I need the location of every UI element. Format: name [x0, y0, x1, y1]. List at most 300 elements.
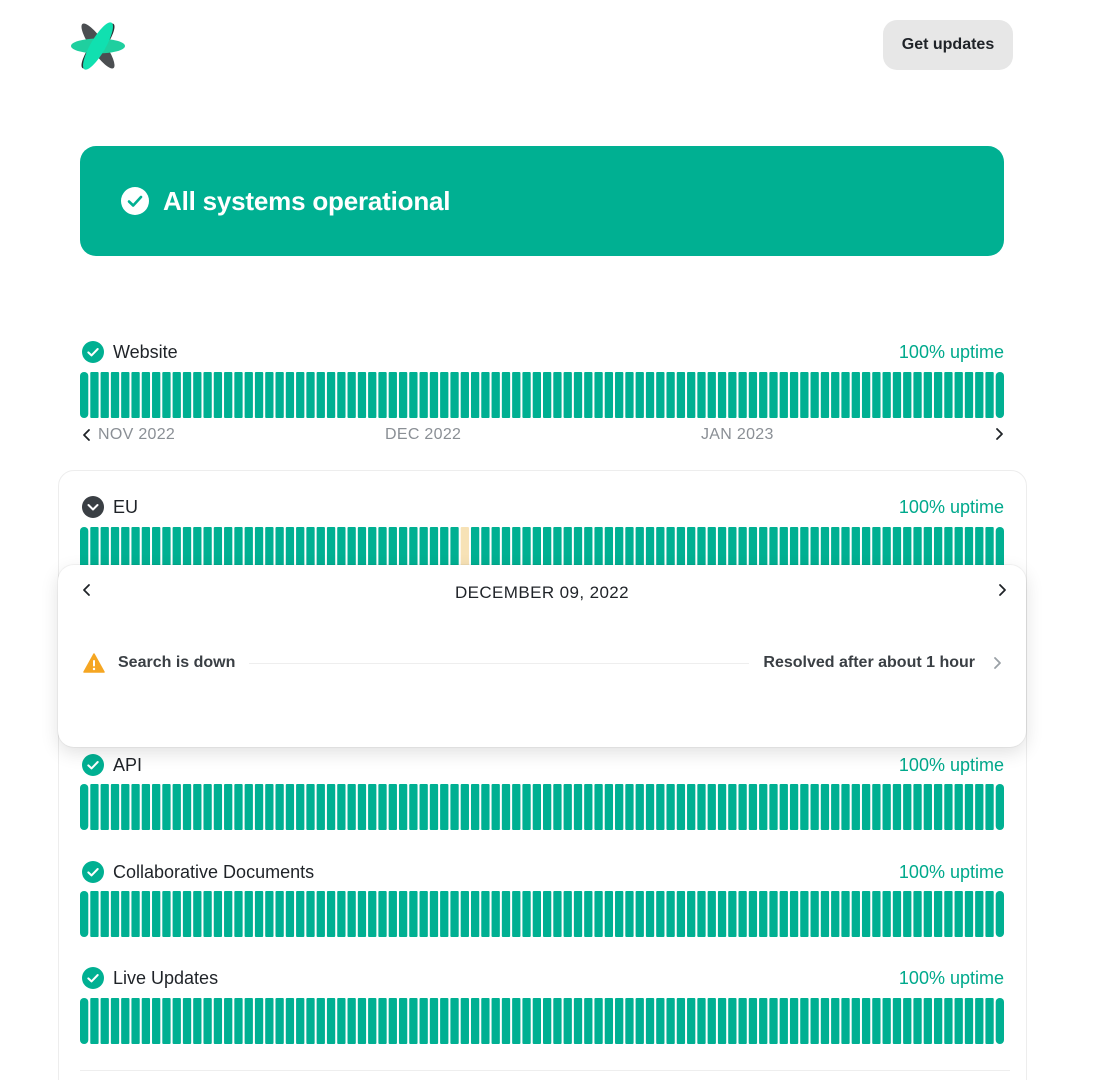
uptime-day[interactable] — [728, 372, 736, 418]
uptime-day[interactable] — [337, 998, 345, 1044]
uptime-day[interactable] — [389, 891, 397, 937]
uptime-day[interactable] — [656, 998, 664, 1044]
uptime-day[interactable] — [872, 998, 880, 1044]
uptime-day[interactable] — [708, 998, 716, 1044]
uptime-day[interactable] — [142, 998, 150, 1044]
uptime-day[interactable] — [80, 372, 88, 418]
uptime-bar-collaborative-documents[interactable] — [80, 891, 1004, 937]
uptime-day[interactable] — [934, 372, 942, 418]
uptime-day[interactable] — [183, 998, 191, 1044]
uptime-day[interactable] — [399, 784, 407, 830]
uptime-day[interactable] — [162, 891, 170, 937]
uptime-day[interactable] — [430, 784, 438, 830]
chevron-right-icon[interactable] — [995, 583, 1009, 597]
uptime-day[interactable] — [399, 998, 407, 1044]
uptime-day[interactable] — [811, 891, 819, 937]
uptime-day[interactable] — [656, 891, 664, 937]
uptime-day[interactable] — [286, 998, 294, 1044]
uptime-day[interactable] — [677, 891, 685, 937]
uptime-day[interactable] — [605, 998, 613, 1044]
uptime-day[interactable] — [461, 891, 469, 937]
uptime-day[interactable] — [162, 998, 170, 1044]
uptime-day[interactable] — [975, 998, 983, 1044]
uptime-day[interactable] — [358, 891, 366, 937]
uptime-day[interactable] — [965, 784, 973, 830]
uptime-day[interactable] — [728, 891, 736, 937]
uptime-day[interactable] — [800, 998, 808, 1044]
uptime-day[interactable] — [131, 891, 139, 937]
uptime-day[interactable] — [533, 372, 541, 418]
uptime-day[interactable] — [224, 891, 232, 937]
uptime-day[interactable] — [306, 891, 314, 937]
uptime-day[interactable] — [738, 891, 746, 937]
chevron-right-icon[interactable] — [992, 427, 1006, 441]
uptime-day[interactable] — [348, 998, 356, 1044]
uptime-day[interactable] — [131, 998, 139, 1044]
uptime-day[interactable] — [584, 998, 592, 1044]
uptime-day[interactable] — [152, 998, 160, 1044]
uptime-day[interactable] — [564, 998, 572, 1044]
uptime-day[interactable] — [286, 784, 294, 830]
uptime-day[interactable] — [862, 891, 870, 937]
uptime-day[interactable] — [811, 998, 819, 1044]
uptime-day[interactable] — [594, 998, 602, 1044]
uptime-day[interactable] — [543, 372, 551, 418]
uptime-day[interactable] — [584, 372, 592, 418]
uptime-day[interactable] — [553, 891, 561, 937]
uptime-day[interactable] — [790, 784, 798, 830]
uptime-day[interactable] — [358, 372, 366, 418]
uptime-day[interactable] — [872, 784, 880, 830]
uptime-day[interactable] — [780, 372, 788, 418]
chevron-down-icon[interactable] — [82, 496, 104, 518]
uptime-day[interactable] — [666, 891, 674, 937]
uptime-day[interactable] — [522, 998, 530, 1044]
uptime-day[interactable] — [738, 372, 746, 418]
uptime-day[interactable] — [903, 891, 911, 937]
uptime-day[interactable] — [492, 372, 500, 418]
uptime-day[interactable] — [121, 998, 129, 1044]
uptime-day[interactable] — [481, 784, 489, 830]
uptime-day[interactable] — [255, 891, 263, 937]
uptime-day[interactable] — [975, 372, 983, 418]
uptime-day[interactable] — [234, 998, 242, 1044]
uptime-day[interactable] — [584, 784, 592, 830]
uptime-day[interactable] — [646, 372, 654, 418]
uptime-day[interactable] — [306, 372, 314, 418]
uptime-day[interactable] — [245, 784, 253, 830]
uptime-day[interactable] — [214, 891, 222, 937]
uptime-day[interactable] — [378, 998, 386, 1044]
uptime-day[interactable] — [173, 891, 181, 937]
uptime-day[interactable] — [245, 891, 253, 937]
uptime-day[interactable] — [883, 372, 891, 418]
uptime-day[interactable] — [203, 784, 211, 830]
uptime-day[interactable] — [841, 891, 849, 937]
uptime-day[interactable] — [759, 372, 767, 418]
uptime-day[interactable] — [358, 998, 366, 1044]
uptime-day[interactable] — [831, 998, 839, 1044]
uptime-day[interactable] — [142, 372, 150, 418]
uptime-day[interactable] — [913, 784, 921, 830]
uptime-day[interactable] — [214, 998, 222, 1044]
uptime-day[interactable] — [605, 784, 613, 830]
uptime-day[interactable] — [636, 784, 644, 830]
uptime-day[interactable] — [790, 372, 798, 418]
uptime-day[interactable] — [636, 372, 644, 418]
uptime-day[interactable] — [327, 891, 335, 937]
uptime-day[interactable] — [214, 784, 222, 830]
uptime-day[interactable] — [80, 784, 88, 830]
uptime-day[interactable] — [80, 891, 88, 937]
uptime-day[interactable] — [625, 784, 633, 830]
uptime-day[interactable] — [471, 784, 479, 830]
uptime-day[interactable] — [111, 784, 119, 830]
uptime-day[interactable] — [821, 372, 829, 418]
uptime-day[interactable] — [656, 784, 664, 830]
uptime-day[interactable] — [296, 891, 304, 937]
uptime-day[interactable] — [461, 998, 469, 1044]
uptime-day[interactable] — [101, 784, 109, 830]
uptime-day[interactable] — [697, 784, 705, 830]
uptime-day[interactable] — [378, 891, 386, 937]
uptime-day[interactable] — [275, 784, 283, 830]
uptime-day[interactable] — [183, 891, 191, 937]
uptime-day[interactable] — [255, 998, 263, 1044]
uptime-day[interactable] — [481, 998, 489, 1044]
uptime-day[interactable] — [111, 891, 119, 937]
uptime-day[interactable] — [985, 372, 993, 418]
uptime-day[interactable] — [337, 784, 345, 830]
uptime-day[interactable] — [903, 998, 911, 1044]
uptime-day[interactable] — [450, 372, 458, 418]
uptime-day[interactable] — [564, 891, 572, 937]
uptime-day[interactable] — [975, 891, 983, 937]
uptime-day[interactable] — [522, 891, 530, 937]
uptime-day[interactable] — [461, 372, 469, 418]
uptime-day[interactable] — [883, 998, 891, 1044]
uptime-day[interactable] — [738, 784, 746, 830]
uptime-day[interactable] — [306, 998, 314, 1044]
uptime-day[interactable] — [862, 372, 870, 418]
uptime-day[interactable] — [543, 998, 551, 1044]
uptime-day[interactable] — [214, 372, 222, 418]
uptime-day[interactable] — [831, 891, 839, 937]
uptime-day[interactable] — [790, 891, 798, 937]
uptime-day[interactable] — [420, 784, 428, 830]
uptime-day[interactable] — [749, 784, 757, 830]
uptime-day[interactable] — [800, 891, 808, 937]
uptime-day[interactable] — [512, 998, 520, 1044]
uptime-day[interactable] — [821, 998, 829, 1044]
uptime-day[interactable] — [893, 998, 901, 1044]
uptime-day[interactable] — [90, 784, 98, 830]
uptime-day[interactable] — [646, 998, 654, 1044]
uptime-day[interactable] — [687, 998, 695, 1044]
uptime-day[interactable] — [152, 891, 160, 937]
uptime-day[interactable] — [636, 998, 644, 1044]
uptime-day[interactable] — [934, 891, 942, 937]
uptime-day[interactable] — [955, 998, 963, 1044]
uptime-day[interactable] — [831, 372, 839, 418]
uptime-day[interactable] — [883, 784, 891, 830]
uptime-day[interactable] — [389, 998, 397, 1044]
uptime-day[interactable] — [749, 372, 757, 418]
uptime-day[interactable] — [440, 372, 448, 418]
uptime-day[interactable] — [203, 891, 211, 937]
uptime-day[interactable] — [368, 372, 376, 418]
uptime-day[interactable] — [327, 998, 335, 1044]
uptime-day[interactable] — [317, 998, 325, 1044]
uptime-day[interactable] — [101, 372, 109, 418]
uptime-day[interactable] — [492, 784, 500, 830]
uptime-day[interactable] — [769, 998, 777, 1044]
uptime-day[interactable] — [193, 891, 201, 937]
uptime-day[interactable] — [378, 372, 386, 418]
uptime-day[interactable] — [533, 891, 541, 937]
uptime-day[interactable] — [492, 891, 500, 937]
uptime-day[interactable] — [90, 372, 98, 418]
uptime-day[interactable] — [203, 372, 211, 418]
get-updates-button[interactable]: Get updates — [883, 20, 1013, 70]
uptime-day[interactable] — [790, 998, 798, 1044]
uptime-day[interactable] — [625, 891, 633, 937]
uptime-day[interactable] — [708, 891, 716, 937]
uptime-day[interactable] — [121, 372, 129, 418]
uptime-day[interactable] — [121, 891, 129, 937]
uptime-day[interactable] — [821, 784, 829, 830]
uptime-day[interactable] — [677, 784, 685, 830]
uptime-day[interactable] — [955, 891, 963, 937]
uptime-day[interactable] — [759, 891, 767, 937]
uptime-day[interactable] — [286, 372, 294, 418]
uptime-day[interactable] — [430, 891, 438, 937]
uptime-day[interactable] — [440, 998, 448, 1044]
uptime-day[interactable] — [862, 998, 870, 1044]
uptime-bar-api[interactable] — [80, 784, 1004, 830]
uptime-day[interactable] — [409, 891, 417, 937]
uptime-day[interactable] — [594, 891, 602, 937]
uptime-day[interactable] — [430, 998, 438, 1044]
uptime-day[interactable] — [471, 372, 479, 418]
uptime-day[interactable] — [193, 998, 201, 1044]
uptime-day[interactable] — [245, 372, 253, 418]
uptime-bar-website[interactable] — [80, 372, 1004, 418]
uptime-day[interactable] — [450, 891, 458, 937]
uptime-day[interactable] — [296, 372, 304, 418]
uptime-day[interactable] — [821, 891, 829, 937]
uptime-day[interactable] — [152, 784, 160, 830]
uptime-day[interactable] — [985, 891, 993, 937]
uptime-day[interactable] — [615, 998, 623, 1044]
uptime-day[interactable] — [605, 372, 613, 418]
uptime-day[interactable] — [852, 784, 860, 830]
uptime-day[interactable] — [275, 891, 283, 937]
uptime-day[interactable] — [965, 998, 973, 1044]
uptime-day[interactable] — [183, 784, 191, 830]
uptime-day[interactable] — [574, 891, 582, 937]
uptime-day[interactable] — [543, 891, 551, 937]
uptime-day[interactable] — [111, 372, 119, 418]
uptime-day[interactable] — [841, 998, 849, 1044]
uptime-bar-live-updates[interactable] — [80, 998, 1004, 1044]
uptime-day[interactable] — [780, 891, 788, 937]
uptime-day[interactable] — [183, 372, 191, 418]
uptime-day[interactable] — [996, 372, 1004, 418]
uptime-day[interactable] — [420, 891, 428, 937]
uptime-day[interactable] — [234, 891, 242, 937]
uptime-day[interactable] — [348, 372, 356, 418]
uptime-day[interactable] — [934, 784, 942, 830]
uptime-day[interactable] — [368, 891, 376, 937]
uptime-day[interactable] — [543, 784, 551, 830]
uptime-day[interactable] — [666, 784, 674, 830]
uptime-day[interactable] — [924, 784, 932, 830]
uptime-day[interactable] — [625, 372, 633, 418]
uptime-day[interactable] — [687, 891, 695, 937]
uptime-day[interactable] — [903, 784, 911, 830]
uptime-day[interactable] — [656, 372, 664, 418]
uptime-day[interactable] — [852, 998, 860, 1044]
uptime-day[interactable] — [409, 998, 417, 1044]
uptime-day[interactable] — [913, 998, 921, 1044]
uptime-day[interactable] — [327, 784, 335, 830]
uptime-day[interactable] — [769, 891, 777, 937]
component-group-eu[interactable] — [82, 494, 1004, 520]
uptime-day[interactable] — [615, 372, 623, 418]
uptime-day[interactable] — [841, 372, 849, 418]
uptime-day[interactable] — [337, 891, 345, 937]
uptime-day[interactable] — [924, 998, 932, 1044]
uptime-day[interactable] — [399, 891, 407, 937]
uptime-day[interactable] — [317, 784, 325, 830]
brand-logo[interactable] — [68, 16, 128, 76]
uptime-day[interactable] — [913, 891, 921, 937]
uptime-day[interactable] — [80, 998, 88, 1044]
uptime-day[interactable] — [728, 784, 736, 830]
uptime-day[interactable] — [574, 784, 582, 830]
uptime-day[interactable] — [90, 998, 98, 1044]
uptime-day[interactable] — [553, 784, 561, 830]
uptime-day[interactable] — [564, 372, 572, 418]
uptime-day[interactable] — [450, 998, 458, 1044]
uptime-day[interactable] — [996, 891, 1004, 937]
uptime-day[interactable] — [677, 372, 685, 418]
uptime-day[interactable] — [594, 372, 602, 418]
uptime-day[interactable] — [101, 891, 109, 937]
uptime-day[interactable] — [996, 998, 1004, 1044]
uptime-day[interactable] — [553, 372, 561, 418]
uptime-day[interactable] — [646, 891, 654, 937]
uptime-day[interactable] — [708, 784, 716, 830]
uptime-day[interactable] — [399, 372, 407, 418]
uptime-day[interactable] — [677, 998, 685, 1044]
uptime-day[interactable] — [594, 784, 602, 830]
uptime-day[interactable] — [90, 891, 98, 937]
uptime-day[interactable] — [780, 784, 788, 830]
uptime-day[interactable] — [265, 372, 273, 418]
uptime-day[interactable] — [872, 891, 880, 937]
uptime-day[interactable] — [697, 891, 705, 937]
uptime-day[interactable] — [996, 784, 1004, 830]
uptime-day[interactable] — [111, 998, 119, 1044]
uptime-day[interactable] — [224, 784, 232, 830]
uptime-day[interactable] — [142, 784, 150, 830]
uptime-day[interactable] — [286, 891, 294, 937]
uptime-day[interactable] — [173, 784, 181, 830]
uptime-day[interactable] — [955, 784, 963, 830]
uptime-day[interactable] — [234, 784, 242, 830]
uptime-day[interactable] — [615, 891, 623, 937]
uptime-day[interactable] — [173, 372, 181, 418]
uptime-day[interactable] — [944, 891, 952, 937]
uptime-day[interactable] — [348, 784, 356, 830]
uptime-day[interactable] — [162, 784, 170, 830]
uptime-day[interactable] — [173, 998, 181, 1044]
uptime-day[interactable] — [420, 998, 428, 1044]
incident-row[interactable] — [83, 651, 1003, 675]
uptime-day[interactable] — [378, 784, 386, 830]
uptime-day[interactable] — [738, 998, 746, 1044]
uptime-day[interactable] — [245, 998, 253, 1044]
uptime-day[interactable] — [584, 891, 592, 937]
uptime-day[interactable] — [872, 372, 880, 418]
uptime-day[interactable] — [811, 372, 819, 418]
uptime-day[interactable] — [481, 372, 489, 418]
uptime-day[interactable] — [780, 998, 788, 1044]
uptime-day[interactable] — [440, 891, 448, 937]
uptime-day[interactable] — [152, 372, 160, 418]
uptime-day[interactable] — [265, 784, 273, 830]
uptime-day[interactable] — [718, 891, 726, 937]
uptime-day[interactable] — [317, 372, 325, 418]
uptime-day[interactable] — [893, 372, 901, 418]
uptime-day[interactable] — [749, 998, 757, 1044]
uptime-day[interactable] — [749, 891, 757, 937]
uptime-day[interactable] — [522, 372, 530, 418]
uptime-day[interactable] — [924, 372, 932, 418]
uptime-day[interactable] — [492, 998, 500, 1044]
uptime-day[interactable] — [862, 784, 870, 830]
uptime-day[interactable] — [553, 998, 561, 1044]
uptime-day[interactable] — [327, 372, 335, 418]
uptime-day[interactable] — [348, 891, 356, 937]
uptime-day[interactable] — [131, 784, 139, 830]
uptime-day[interactable] — [502, 998, 510, 1044]
uptime-day[interactable] — [512, 784, 520, 830]
uptime-day[interactable] — [697, 372, 705, 418]
uptime-day[interactable] — [481, 891, 489, 937]
uptime-day[interactable] — [852, 891, 860, 937]
uptime-day[interactable] — [985, 998, 993, 1044]
uptime-day[interactable] — [471, 998, 479, 1044]
uptime-day[interactable] — [769, 372, 777, 418]
uptime-day[interactable] — [275, 998, 283, 1044]
uptime-day[interactable] — [903, 372, 911, 418]
uptime-day[interactable] — [718, 998, 726, 1044]
uptime-day[interactable] — [800, 784, 808, 830]
uptime-day[interactable] — [687, 784, 695, 830]
uptime-day[interactable] — [965, 372, 973, 418]
uptime-day[interactable] — [975, 784, 983, 830]
uptime-day[interactable] — [759, 998, 767, 1044]
uptime-day[interactable] — [944, 784, 952, 830]
uptime-day[interactable] — [389, 784, 397, 830]
uptime-day[interactable] — [697, 998, 705, 1044]
uptime-day[interactable] — [430, 372, 438, 418]
uptime-day[interactable] — [131, 372, 139, 418]
uptime-day[interactable] — [265, 998, 273, 1044]
